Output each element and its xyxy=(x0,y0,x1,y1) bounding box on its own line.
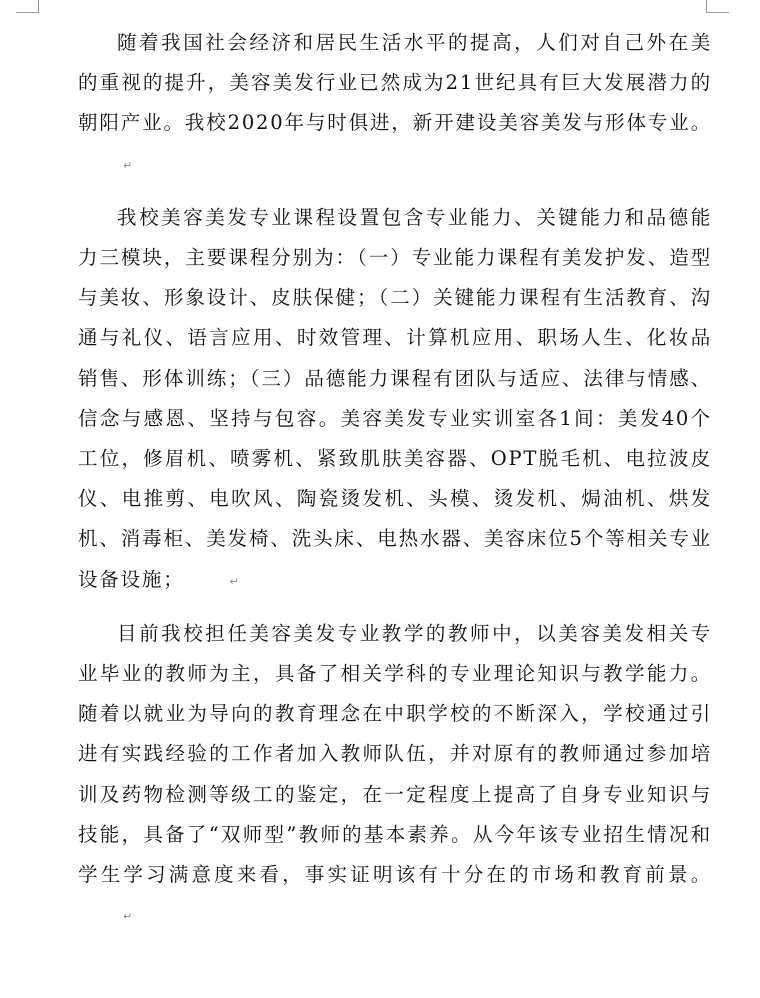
paragraph-mark-icon: ↵ xyxy=(123,158,133,172)
paragraph-mark-icon: ↵ xyxy=(123,910,133,924)
top-left-margin-mark xyxy=(16,0,39,13)
paragraph-text: 我校美容美发专业课程设置包含专业能力、关键能力和品德能力三模块，主要课程分别为：（一）专业能力课程有美发护发、造型与美妆、形象设计、皮肤保健；（二）关键能力课程有生活教育、沟通与礼仪、语言应用、时效管理、计算机应用、职场人生、化妆品销售、形体训练；（三）品德能力课程有团队与适应、法律与情感、信念与感恩、坚持与包容。美容美发专业实训室各1间：美发40个工位，修眉机、喷雾机、紧致肌肤美容器、OPT脱毛机、电拉波皮仪、电推剪、电吹风、陶瓷烫发机、头模、烫发机、焗油机、烘发机、消毒柜、美发椅、洗头床、电热水器、美容床位5个等相关专业设备设施； xyxy=(78,205,712,591)
paragraph-intro[interactable] xyxy=(78,23,712,186)
paragraph-teachers[interactable] xyxy=(78,614,712,938)
top-right-margin-mark xyxy=(706,0,729,13)
paragraph-text: 随着我国社会经济和居民生活水平的提高，人们对自己外在美的重视的提升，美容美发行业已然成为21世纪具有巨大发展潜力的朝阳产业。我校2020年与时俱进，新开建设美容美发与形体专业。 xyxy=(78,31,712,135)
paragraph-text: 目前我校担任美容美发专业教学的教师中，以美容美发相关专业毕业的教师为主，具备了相关学科的专业理论知识与教学能力。随着以就业为导向的教育理念在中职学校的不断深入，学校通过引进有实践经验的工作者加入教师队伍，并对原有的教师通过参加培训及药物检测等级工的鉴定，在一定程度上提高了自身专业知识与技能，具备了“双师型”教师的基本素养。从今年该专业招生情况和学生学习满意度来看，事实证明该有十分在的市场和教育前景。 xyxy=(78,621,712,887)
document-body[interactable] xyxy=(78,23,712,949)
paragraph-curriculum[interactable] xyxy=(78,198,712,602)
paragraph-mark-icon: ↵ xyxy=(229,574,239,588)
